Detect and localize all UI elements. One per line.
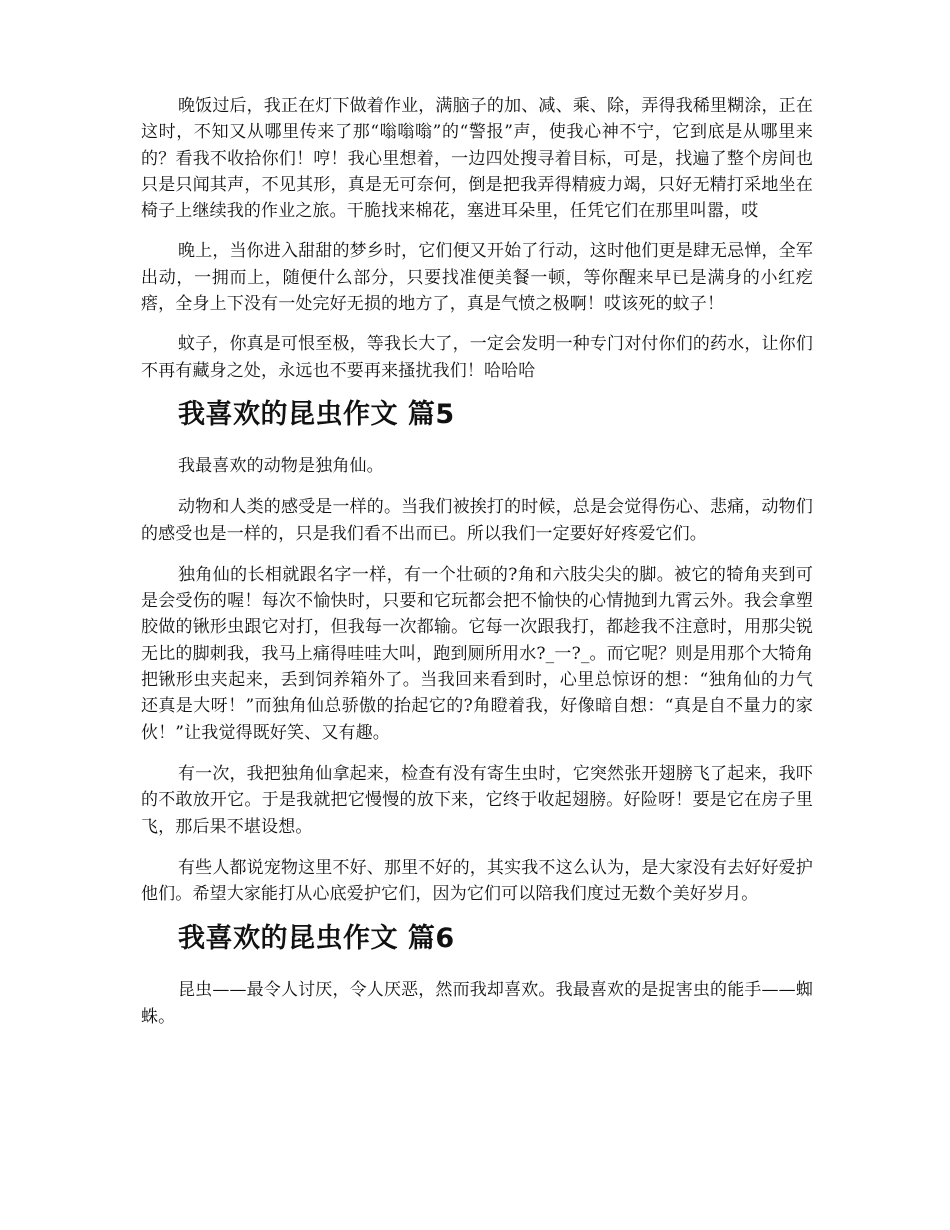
paragraph: 蚊子，你真是可恨至极，等我长大了，一定会发明一种专门对付你们的药水，让你们不再有藏身之处，永远也不要再来搔扰我们！哈哈哈 <box>141 334 813 381</box>
paragraph: 独角仙的长相就跟名字一样，有一个壮硕的?角和六肢尖尖的脚。被它的犄角夹到可是会受伤的喔！每次不愉快时，只要和它玩都会把不愉快的心情抛到九霄云外。我会拿塑胶做的锹形虫跟它对打，但我每一次都输。它每一次跟我打，都趁我不注意时，用那尖锐无比的脚刺我，我马上痛得哇哇大叫，跑到厕所用水?_一?_。而它呢？则是用那个大犄角把锹形虫夹起来，丢到饲养箱外了。当我回来看到时，心里总惊讶的想：“独角仙的力气还真是大呀！”而独角仙总骄傲的抬起它的?角瞪着我，好像暗自想：“真是自不量力的家伙！”让我觉得既好笑、又有趣。 <box>141 564 813 743</box>
paragraph: 晚饭过后，我正在灯下做着作业，满脑子的加、减、乘、除，弄得我稀里糊涂，正在这时，不知又从哪里传来了那“嗡嗡嗡”的“警报”声，使我心神不宁，它到底是从哪里来的？看我不收拾你们！哼！我心里想着，一边四处搜寻着目标，可是，找遍了整个房间也只是只闻其声，不见其形，真是无可奈何，倒是把我弄得精疲力竭，只好无精打采地坐在椅子上继续我的作业之旅。干脆找来棉花，塞进耳朵里，任凭它们在那里叫嚣，哎 <box>141 96 813 222</box>
paragraph: 昆虫——最令人讨厌，令人厌恶，然而我却喜欢。我最喜欢的是捉害虫的能手——蜘蛛。 <box>141 980 813 1027</box>
document-page <box>141 93 813 1030</box>
section-heading-5: 我喜欢的昆虫作文 篇5 <box>178 398 455 430</box>
paragraph: 有些人都说宠物这里不好、那里不好的，其实我不这么认为，是大家没有去好好爱护他们。希望大家能打从心底爱护它们，因为它们可以陪我们度过无数个美好岁月。 <box>141 857 813 905</box>
paragraph: 我最喜欢的动物是独角仙。 <box>178 455 384 476</box>
paragraph: 有一次，我把独角仙拿起来，检查有没有寄生虫时，它突然张开翅膀飞了起来，我吓的不敢放开它。于是我就把它慢慢的放下来，它终于收起翅膀。好险呀！要是它在房子里飞，那后果不堪设想。 <box>141 763 813 837</box>
paragraph: 晚上，当你进入甜甜的梦乡时，它们便又开始了行动，这时他们更是肆无忌惮，全军出动，一拥而上，随便什么部分，只要找准便美餐一顿，等你醒来早已是满身的小红疙瘩，全身上下没有一处完好无损的地方了，真是气愤之极啊！哎该死的蚊子！ <box>141 241 813 315</box>
section-heading-6: 我喜欢的昆虫作文 篇6 <box>178 923 455 955</box>
paragraph: 动物和人类的感受是一样的。当我们被挨打的时候，总是会觉得伤心、悲痛，动物们的感受也是一样的，只是我们看不出而已。所以我们一定要好好疼爱它们。 <box>141 497 813 544</box>
